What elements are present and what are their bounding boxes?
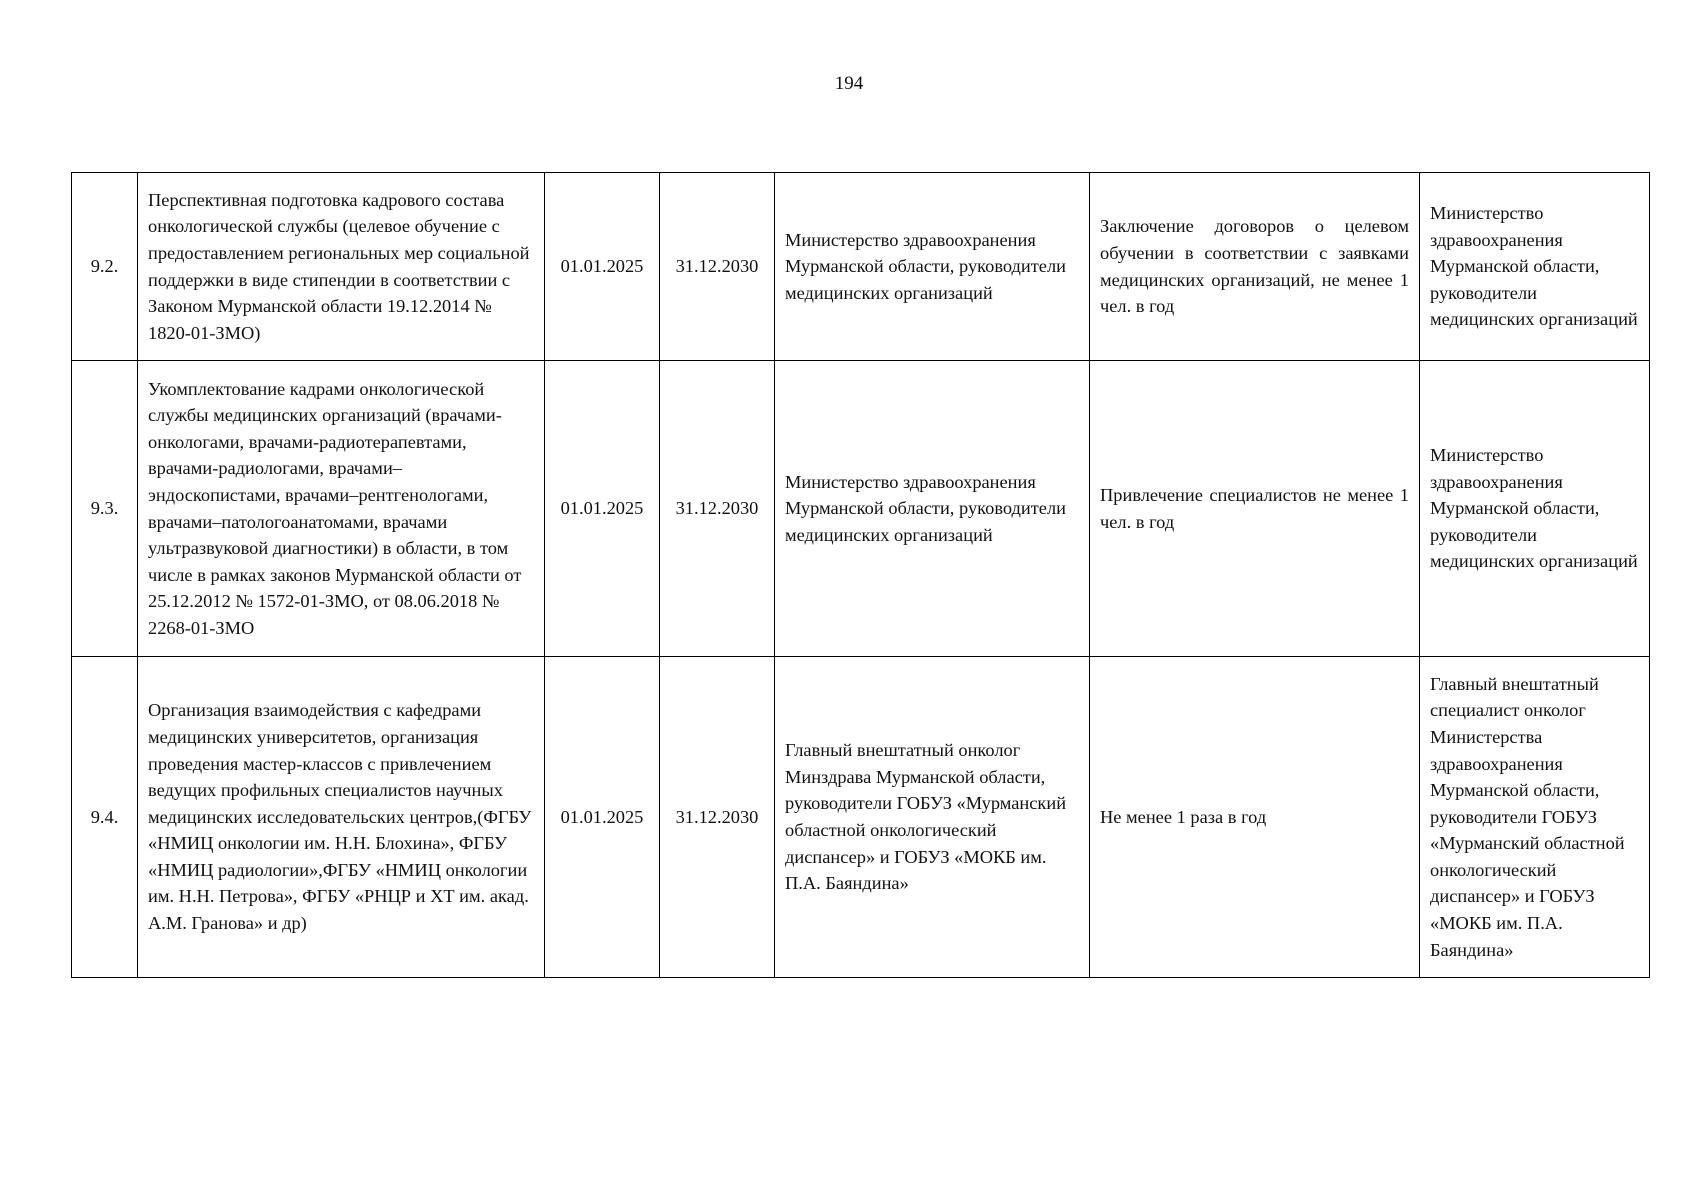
event-cell: Укомплектование кадрами онкологической службы медицинских организаций (врачами-онкологами, врачами-радиотерапевтами, врачами-радиологами, врачами–эндоскопистами, врачами–рентгенологами, врачами–патологоанатомами, врачами ультразвуковой диагностики) в области, в том числе в рамках законов Мурманской области от 25.12.2012 № 1572-01-ЗМО, от 08.06.2018 № 2268-01-ЗМО	[138, 361, 545, 657]
table-row	[72, 657, 1650, 978]
table-row	[72, 173, 1650, 361]
page-number: 194	[834, 73, 864, 94]
end-date-cell: 31.12.2030	[660, 361, 775, 657]
event-cell: Перспективная подготовка кадрового состава онкологической службы (целевое обучение с предоставлением региональных мер социальной поддержки в виде стипендии в соответствии с Законом Мурманской области 19.12.2014 № 1820-01-ЗМО)	[138, 173, 545, 361]
responsible-cell: Главный внештатный онколог Минздрава Мурманской области, руководители ГОБУЗ «Мурманский областной онкологический диспансер» и ГОБУЗ «МОКБ им. П.А. Баяндина»	[775, 657, 1090, 978]
item-number-cell: 9.3.	[72, 361, 138, 657]
expected-result-cell: Привлечение специалистов не менее 1 чел. в год	[1090, 361, 1420, 657]
event-cell: Организация взаимодействия с кафедрами медицинских университетов, организация проведения мастер-классов с привлечением ведущих профильных специалистов научных медицинских исследовательских центров,(ФГБУ «НМИЦ онкологии им. Н.Н. Блохина», ФГБУ «НМИЦ радиологии»,ФГБУ «НМИЦ онкологии им. Н.Н. Петрова», ФГБУ «РНЦР и ХТ им. акад. А.М. Гранова» и др)	[138, 657, 545, 978]
start-date-cell: 01.01.2025	[545, 657, 660, 978]
expected-result-cell: Не менее 1 раза в год	[1090, 657, 1420, 978]
start-date-cell: 01.01.2025	[545, 361, 660, 657]
action-plan-table	[71, 172, 1650, 978]
table-row	[72, 361, 1650, 657]
expected-result-cell: Заключение договоров о целевом обучении в соответствии с заявками медицинских организаций, не менее 1 чел. в год	[1090, 173, 1420, 361]
item-number-cell: 9.4.	[72, 657, 138, 978]
responsible-cell: Министерство здравоохранения Мурманской области, руководители медицинских организаций	[775, 173, 1090, 361]
start-date-cell: 01.01.2025	[545, 173, 660, 361]
control-cell: Министерство здравоохранения Мурманской области, руководители медицинских организаций	[1420, 361, 1650, 657]
end-date-cell: 31.12.2030	[660, 173, 775, 361]
responsible-cell: Министерство здравоохранения Мурманской области, руководители медицинских организаций	[775, 361, 1090, 657]
control-cell: Главный внештатный специалист онколог Министерства здравоохранения Мурманской области, руководители ГОБУЗ «Мурманский областной онкологический диспансер» и ГОБУЗ «МОКБ им. П.А. Баяндина»	[1420, 657, 1650, 978]
item-number-cell: 9.2.	[72, 173, 138, 361]
control-cell: Министерство здравоохранения Мурманской области, руководители медицинских организаций	[1420, 173, 1650, 361]
end-date-cell: 31.12.2030	[660, 657, 775, 978]
